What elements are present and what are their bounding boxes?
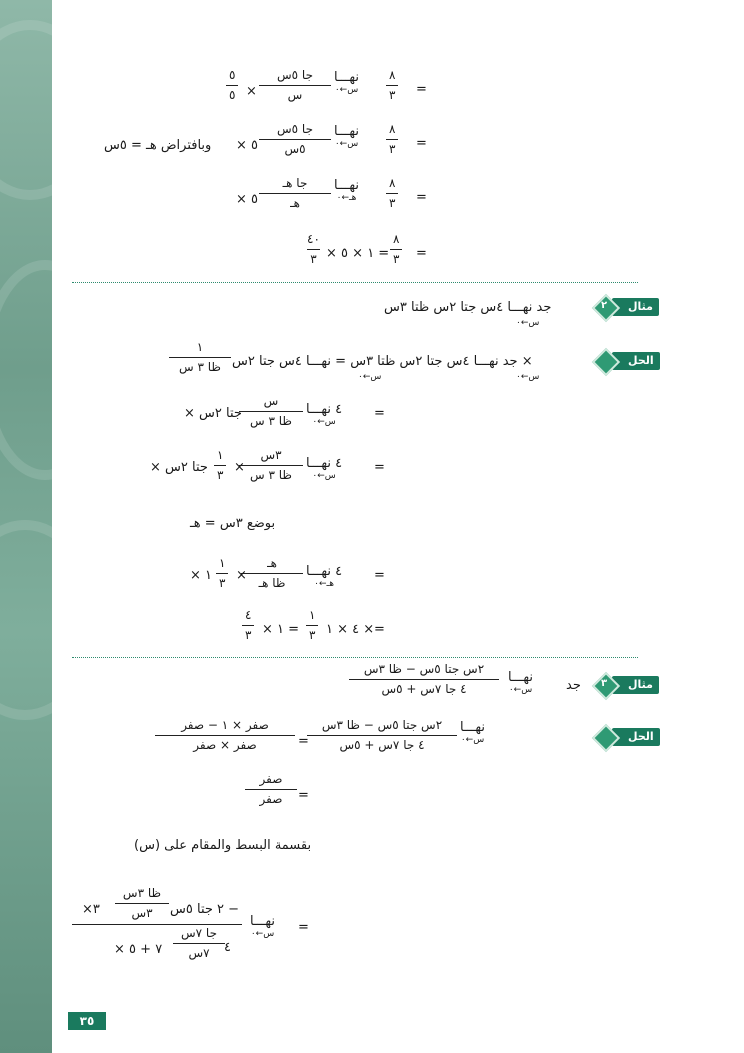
numerator: هـ: [267, 556, 277, 570]
equals-sign: =: [298, 734, 309, 749]
sidebar-decoration: [0, 520, 52, 720]
equals-sign: =: [298, 788, 309, 803]
limit-label: نهـــا: [250, 914, 275, 929]
substitution-note: وبافتراض هـ = ٥س: [104, 138, 212, 153]
numerator: ٢س جتا ٥س − ظا ٣س: [321, 718, 443, 732]
fraction: [216, 556, 228, 591]
fraction: [304, 232, 323, 267]
product-expression: ٤ × ١ ×: [326, 622, 375, 637]
expression-tail: × جتا ٢س: [150, 460, 208, 475]
page-sidebar: [0, 0, 52, 1053]
fraction: [214, 448, 226, 483]
equals-sign: =: [416, 246, 427, 261]
limit-subscript: س←٠: [312, 471, 336, 481]
fraction: [176, 926, 222, 961]
numerator: ١: [196, 340, 204, 354]
numerator: ظا ٣س: [122, 886, 162, 900]
fraction: [242, 448, 300, 483]
example-prompt: جد نهـــا ٤س جتا ٢س ظتا ٣س: [384, 300, 552, 315]
section-divider: [72, 282, 638, 283]
fraction: [242, 394, 300, 429]
limit-operator: [460, 720, 485, 745]
equals-sign: =: [374, 568, 385, 583]
product-expression: × ١ × ٥ =: [326, 246, 390, 261]
equals-sign: =: [374, 622, 385, 637]
solution-badge: الحل: [612, 352, 660, 370]
denominator: ٣: [386, 139, 398, 157]
numerator: جا ٧س: [181, 926, 217, 940]
sidebar-decoration: [0, 20, 52, 200]
denominator: ٣: [214, 465, 226, 483]
main-fraction-bar: [72, 924, 242, 925]
denominator: ظا هـ: [241, 573, 303, 591]
fraction: [244, 556, 300, 591]
example-badge: مثال: [612, 298, 659, 316]
denominator: ٣: [306, 625, 318, 643]
equals-sign: =: [416, 136, 427, 151]
denominator-tail: × ٧ + ٥: [114, 942, 163, 957]
times-sign: ×: [236, 568, 247, 583]
denominator-lead: ٤: [224, 940, 231, 955]
fraction: [226, 68, 238, 103]
denominator: ٣: [242, 625, 254, 643]
expression-tail: × جتا ٢س: [184, 406, 242, 421]
denominator: ظا ٣ س: [169, 357, 231, 375]
fraction: [386, 122, 398, 157]
limit-subscript: هـ←٠: [336, 193, 357, 203]
fraction: [390, 232, 402, 267]
denominator: ٤ جا ٧س + ٥س: [349, 679, 499, 697]
limit-label: ٤ نهـــا: [306, 564, 343, 579]
limit-subscript: س←٠: [312, 417, 336, 427]
limit-subscript: س←٠: [334, 139, 359, 149]
limit-subscript: س←٠: [516, 372, 540, 382]
denominator: ٣: [216, 573, 228, 591]
fraction: [158, 718, 292, 753]
numerator: ٨: [389, 68, 396, 82]
numerator: ٨: [393, 232, 400, 246]
numerator-tail: ×٣: [82, 902, 100, 917]
denominator: ٤ جا ٧س + ٥س: [307, 735, 457, 753]
limit-label: نهـــا: [334, 70, 359, 85]
denominator: ٣: [307, 249, 319, 267]
limit-label: نهـــا: [334, 124, 359, 139]
denominator: ٥س: [259, 139, 331, 157]
denominator: ٣: [386, 193, 398, 211]
limit-subscript: س←٠: [508, 685, 533, 695]
example-badge: مثال: [612, 676, 659, 694]
expression-tail: × ١: [190, 568, 213, 583]
numerator: ١: [309, 608, 316, 622]
compound-fraction: [72, 884, 242, 968]
limit-operator: [334, 124, 359, 149]
limit-operator: [334, 70, 359, 95]
numerator: جا ٥س: [277, 68, 313, 82]
example-number: ٢: [600, 300, 608, 311]
numerator: ٥: [229, 68, 236, 82]
numerator: ٤٠: [307, 232, 320, 246]
fraction: [306, 608, 318, 643]
numerator: ١: [217, 448, 224, 462]
limit-subscript: هـ←٠: [314, 579, 334, 589]
equals-sign: =: [298, 920, 309, 935]
section-divider: [72, 657, 638, 658]
example-number: ٣: [600, 678, 608, 689]
equals-sign: =: [416, 190, 427, 205]
numerator: س: [263, 394, 279, 408]
fraction: [172, 340, 228, 375]
limit-label: ٤ نهـــا: [306, 456, 343, 471]
fraction: [242, 608, 254, 643]
fraction: [352, 662, 496, 697]
fraction: [262, 176, 328, 211]
page-number: ٣٥: [68, 1012, 106, 1030]
numerator: ٨: [389, 122, 396, 136]
solution-badge: الحل: [612, 728, 660, 746]
expression-tail: × ٥: [236, 138, 259, 153]
product-expression: × ١ =: [262, 622, 300, 637]
fraction: [310, 718, 454, 753]
denominator: ٧س: [173, 943, 225, 961]
numerator-main: ٢ جتا ٥س −: [170, 902, 240, 917]
denominator: س: [259, 85, 331, 103]
denominator: ٣س: [115, 903, 169, 921]
denominator: صفر × صفر: [155, 735, 295, 753]
numerator: صفر: [259, 772, 283, 786]
fraction: [262, 68, 328, 103]
limit-subscript: س←٠: [250, 929, 275, 939]
denominator: ظا ٣ س: [239, 411, 303, 429]
denominator: ظا ٣ س: [239, 465, 303, 483]
limit-label: نهـــا: [334, 178, 359, 193]
limit-subscript: س←٠: [516, 318, 540, 328]
equals-sign: =: [374, 460, 385, 475]
substitution-note: بوضع ٣س = هـ: [190, 516, 276, 531]
denominator: هـ: [259, 193, 331, 211]
expression-tail: × ٥: [236, 192, 259, 207]
denominator: ٥: [226, 85, 238, 103]
limit-operator: [334, 178, 359, 203]
numerator: جا ٥س: [277, 122, 313, 136]
numerator: جا هـ: [282, 176, 308, 190]
numerator: ٨: [389, 176, 396, 190]
equals-sign: =: [374, 406, 385, 421]
limit-subscript: س←٠: [358, 372, 382, 382]
limit-label: نهـــا: [508, 670, 533, 685]
limit-subscript: س←٠: [334, 85, 359, 95]
limit-operator: [306, 456, 342, 481]
fraction: [118, 886, 166, 921]
fraction: [386, 68, 398, 103]
limit-operator: [306, 402, 342, 427]
fraction: [248, 772, 294, 807]
limit-label: نهـــا: [460, 720, 485, 735]
limit-label: ٤ نهـــا: [306, 402, 343, 417]
fraction: [386, 176, 398, 211]
numerator: صفر × ١ − صفر: [181, 718, 269, 732]
numerator: ٢س جتا ٥س − ظا ٣س: [363, 662, 485, 676]
numerator: ١: [219, 556, 226, 570]
numerator: ٣س: [260, 448, 282, 462]
division-note: بقسمة البسط والمقام على (س): [134, 838, 312, 853]
fraction: [262, 122, 328, 157]
denominator: صفر: [245, 789, 297, 807]
denominator: ٣: [390, 249, 402, 267]
numerator: ٤: [245, 608, 252, 622]
limit-operator: [508, 670, 533, 695]
times-sign: ×: [246, 84, 257, 99]
denominator: ٣: [386, 85, 398, 103]
example-prompt: جد: [566, 678, 581, 693]
times-sign: ×: [234, 460, 245, 475]
limit-operator: [306, 564, 342, 589]
sidebar-decoration: [0, 260, 52, 480]
equals-sign: =: [416, 82, 427, 97]
solution-expression: جد نهـــا ٤س جتا ٢س ظتا ٣س = نهـــا ٤س جتا ٢س ×: [232, 354, 533, 369]
limit-operator: [250, 914, 275, 939]
limit-subscript: س←٠: [460, 735, 485, 745]
